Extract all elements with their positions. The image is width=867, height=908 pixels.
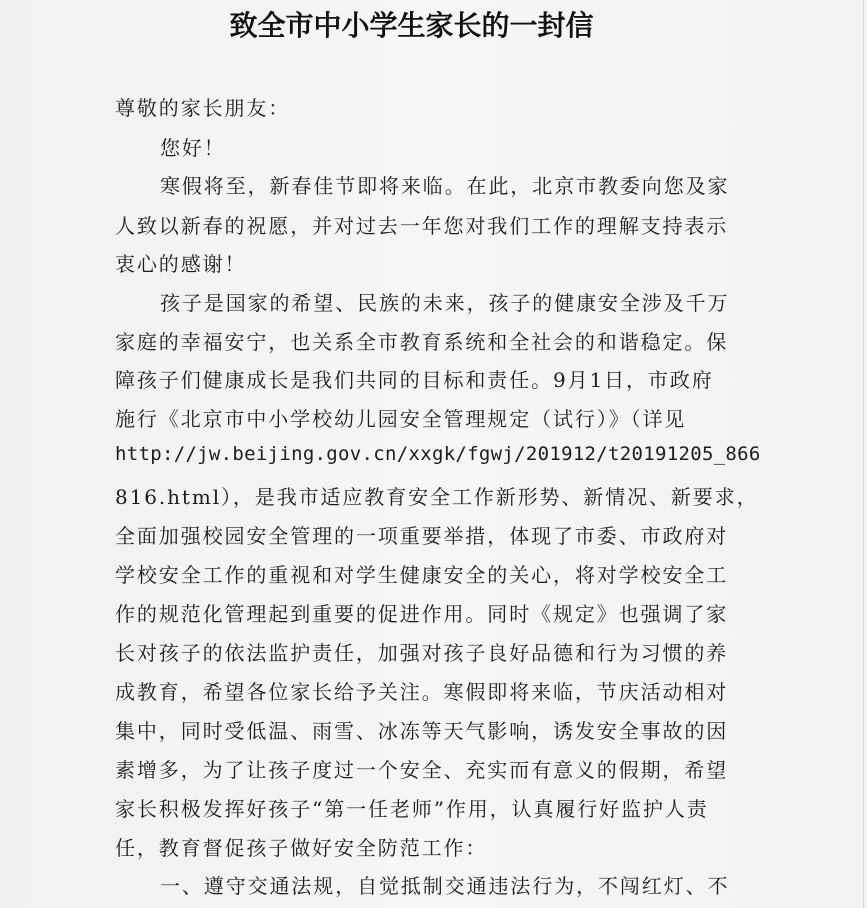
salutation-line: 尊敬的家长朋友：	[115, 96, 291, 120]
body-line: 素增多，为了让孩子度过一个安全、充实而有意义的假期，希望	[115, 758, 729, 782]
list-item-line: 一、遵守交通法规，自觉抵制交通违法行为，不闯红灯、不	[160, 874, 730, 898]
body-line: 衷心的感谢！	[115, 252, 247, 276]
body-line: 长对孩子的依法监护责任，加强对孩子良好品德和行为习惯的养	[115, 641, 729, 665]
body-line: 障孩子们健康成长是我们共同的目标和责任。9月1日，市政府	[115, 368, 714, 392]
body-line: 全面加强校园安全管理的一项重要举措，体现了市委、市政府对	[115, 524, 729, 548]
body-line: 家长积极发挥好孩子“第一任老师”作用，认真履行好监护人责	[115, 797, 709, 821]
body-line: 寒假将至，新春佳节即将来临。在此，北京市教委向您及家	[160, 174, 730, 198]
body-line: 816.html），是我市适应教育安全工作新形势、新情况、新要求，	[115, 485, 759, 509]
body-line: 家庭的幸福安宁，也关系全市教育系统和全社会的和谐稳定。保	[115, 330, 729, 354]
body-line: 集中，同时受低温、雨雪、冰冻等天气影响，诱发安全事故的因	[115, 719, 729, 743]
body-line: 作的规范化管理起到重要的促进作用。同时《规定》也强调了家	[115, 602, 729, 626]
scan-edge-line	[863, 0, 864, 908]
body-line: 施行《北京市中小学校幼儿园安全管理规定（试行）》（详见	[115, 407, 687, 431]
body-line: 任，教育督促孩子做好安全防范工作：	[115, 836, 488, 860]
greeting-line: 您好！	[160, 136, 226, 160]
body-line: 人致以新春的祝愿，并对过去一年您对我们工作的理解支持表示	[115, 214, 729, 238]
letter-title: 致全市中小学生家长的一封信	[229, 9, 594, 42]
body-line: 孩子是国家的希望、民族的未来，孩子的健康安全涉及千万	[160, 291, 730, 315]
url-line: http://jw.beijing.gov.cn/xxgk/fgwj/201912/t20191205_866	[115, 443, 761, 465]
body-line: 学校安全工作的重视和对学生健康安全的关心，将对学校安全工	[115, 563, 729, 587]
body-line: 成教育，希望各位家长给予关注。寒假即将来临，节庆活动相对	[115, 680, 729, 704]
